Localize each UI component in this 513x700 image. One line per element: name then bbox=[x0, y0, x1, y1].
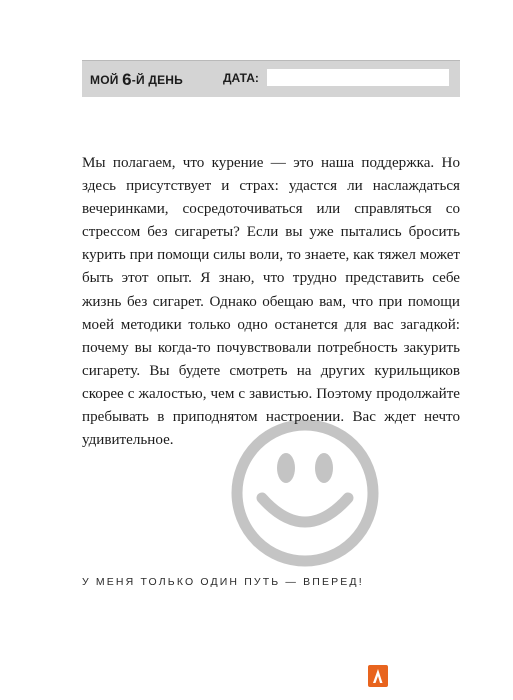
body-paragraph: Мы полагаем, что курение — это наша поддержка. Но здесь присутствует и страх: удастся ли наслаждаться вечеринками, сосредоточиваться или справляться со стрессом без сигареты? Если вы уже пытались бросить курить при помощи силы воли, то знаете, как тяжел может быть этот опыт. Я знаю, что трудно представить себе жизнь без сигарет. Однако обещаю вам, что при помощи моей методики только одно останется для вас загадкой: почему вы когда-то почувствовали потребность закурить сигарету. Вы будете смотреть на других курильщиков скорее с жалостью, чем с завистью. Поэтому продолжайте пребывать в приподнятом настроении. Вас ждет нечто удивительное. bbox=[82, 155, 460, 449]
date-label: ДАТА: bbox=[223, 71, 259, 85]
day-heading-prefix: МОЙ bbox=[90, 73, 119, 87]
day-header-bar bbox=[82, 60, 460, 97]
day-heading bbox=[90, 70, 183, 90]
smiley-right-eye bbox=[315, 453, 333, 483]
smiley-mouth bbox=[262, 498, 348, 522]
litres-logo-icon bbox=[368, 665, 388, 687]
smiley-left-eye bbox=[277, 453, 295, 483]
date-field[interactable] bbox=[267, 69, 449, 86]
day-heading-number: 6 bbox=[122, 70, 132, 89]
motto-line: У МЕНЯ ТОЛЬКО ОДИН ПУТЬ — ВПЕРЕД! bbox=[82, 576, 364, 588]
day-heading-suffix: -Й ДЕНЬ bbox=[131, 73, 183, 87]
